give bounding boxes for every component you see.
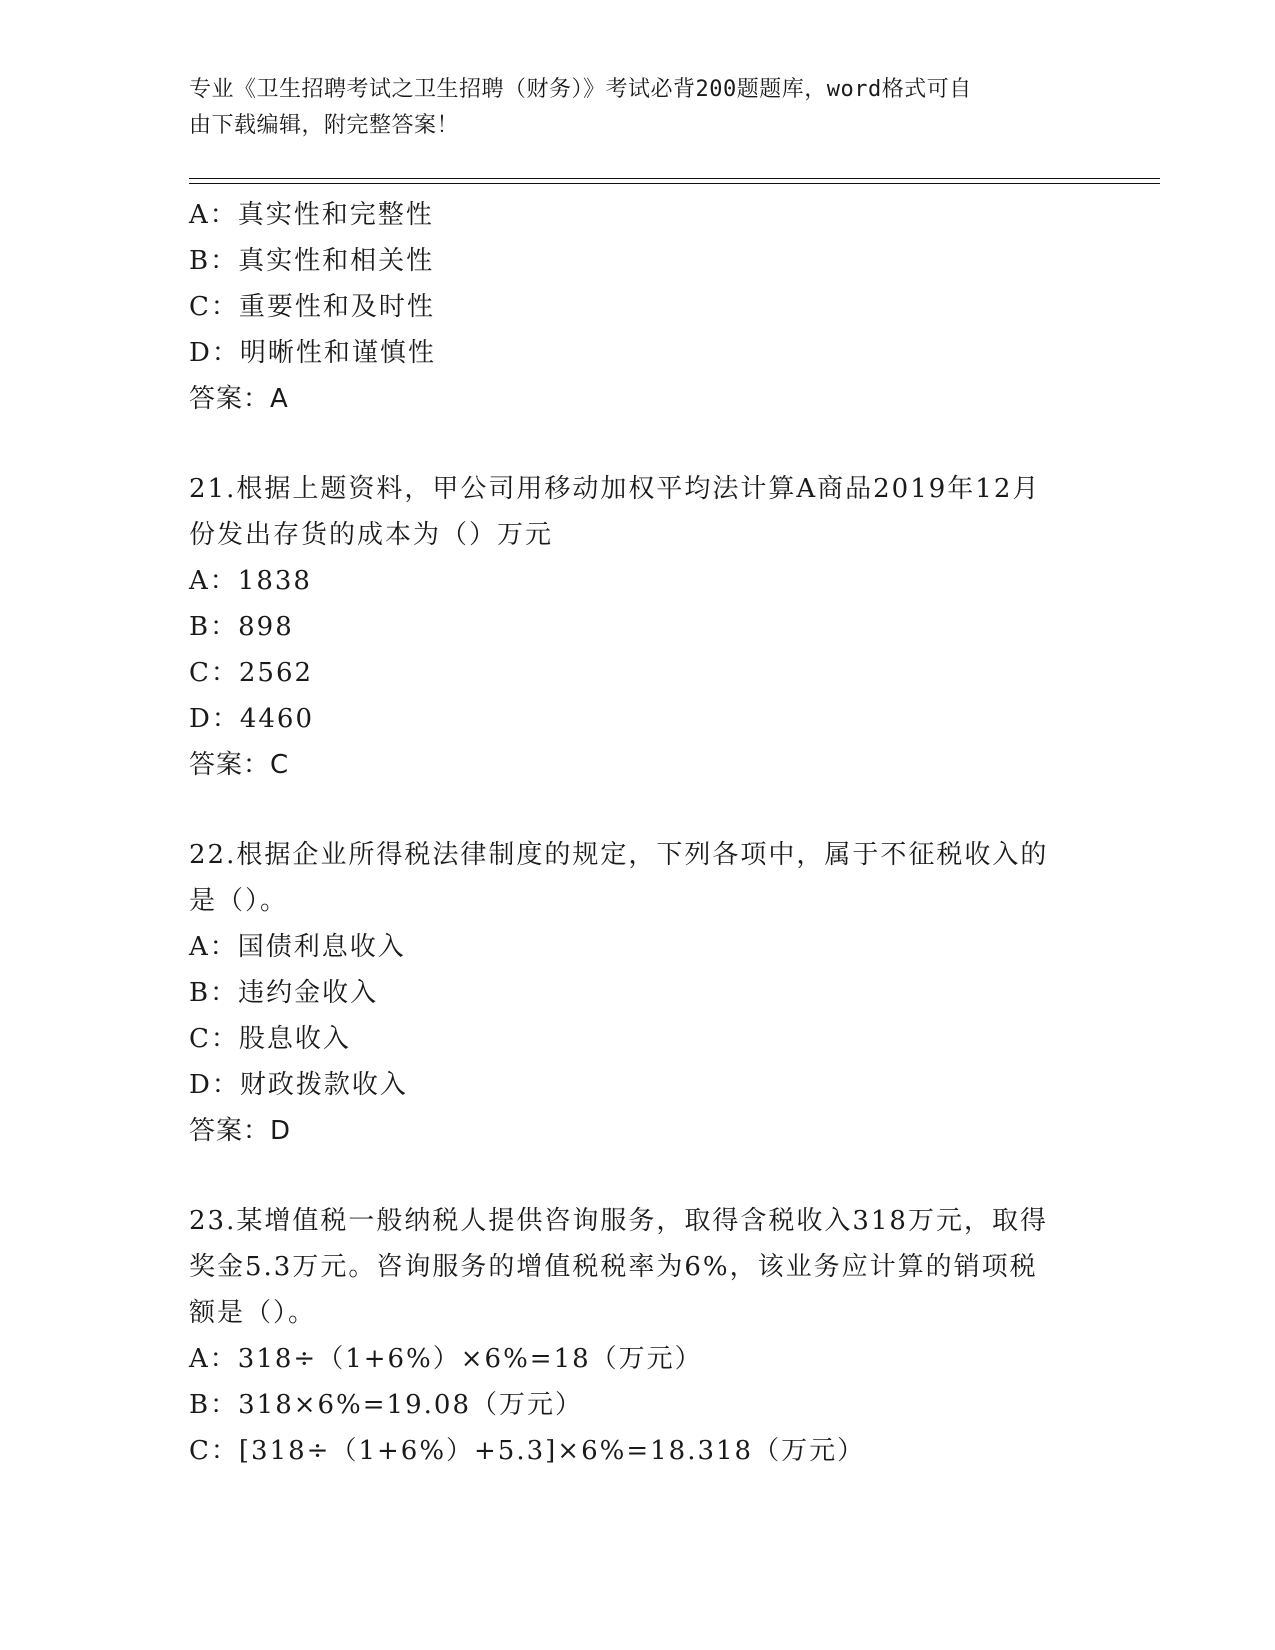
option-a: A：1838 bbox=[189, 566, 312, 596]
option-d: D：4460 bbox=[189, 704, 315, 734]
question-text-cont: 是（）。 bbox=[189, 886, 289, 916]
document-header bbox=[189, 72, 1089, 144]
header-line-1: 专业《卫生招聘考试之卫生招聘（财务）》考试必背200题题库，word格式可自 bbox=[189, 77, 972, 102]
option-c: C：[318÷（1+6%）+5.3]×6%=18.318（万元） bbox=[189, 1436, 866, 1466]
option-d: D：明晰性和谨慎性 bbox=[189, 338, 436, 368]
option-c: C：股息收入 bbox=[189, 1024, 351, 1054]
answer-line: 答案：C bbox=[189, 750, 290, 780]
question-block-21 bbox=[189, 466, 1089, 788]
option-b: B：898 bbox=[189, 612, 294, 642]
answer-line: 答案：A bbox=[189, 384, 289, 414]
option-a: A：318÷（1+6%）×6%=18（万元） bbox=[189, 1344, 703, 1374]
question-text: 22.根据企业所得税法律制度的规定，下列各项中，属于不征税收入的 bbox=[189, 840, 1049, 870]
question-text: 23.某增值税一般纳税人提供咨询服务，取得含税收入318万元，取得 bbox=[189, 1206, 1048, 1236]
option-b: B：真实性和相关性 bbox=[189, 246, 435, 276]
question-block-23 bbox=[189, 1198, 1089, 1474]
question-list bbox=[189, 192, 1089, 1474]
header-rule-bottom bbox=[189, 183, 1160, 184]
option-c: C：重要性和及时性 bbox=[189, 292, 435, 322]
option-d: D：财政拨款收入 bbox=[189, 1070, 408, 1100]
question-text: 21.根据上题资料，甲公司用移动加权平均法计算A商品2019年12月 bbox=[189, 474, 1041, 504]
option-a: A：国债利息收入 bbox=[189, 932, 406, 962]
option-a: A：真实性和完整性 bbox=[189, 200, 434, 230]
answer-line: 答案：D bbox=[189, 1116, 292, 1146]
option-b: B：318×6%=19.08（万元） bbox=[189, 1390, 583, 1420]
header-rule-top bbox=[189, 178, 1160, 179]
question-block-20 bbox=[189, 192, 1089, 422]
option-c: C：2562 bbox=[189, 658, 314, 688]
question-text-cont: 奖金5.3万元。咨询服务的增值税税率为6%，该业务应计算的销项税 bbox=[189, 1252, 1038, 1282]
question-block-22 bbox=[189, 832, 1089, 1154]
question-text-cont: 份发出存货的成本为（）万元 bbox=[189, 520, 554, 550]
question-text-cont: 额是（）。 bbox=[189, 1298, 317, 1328]
header-line-2: 由下载编辑，附完整答案！ bbox=[189, 113, 460, 138]
option-b: B：违约金收入 bbox=[189, 978, 379, 1008]
